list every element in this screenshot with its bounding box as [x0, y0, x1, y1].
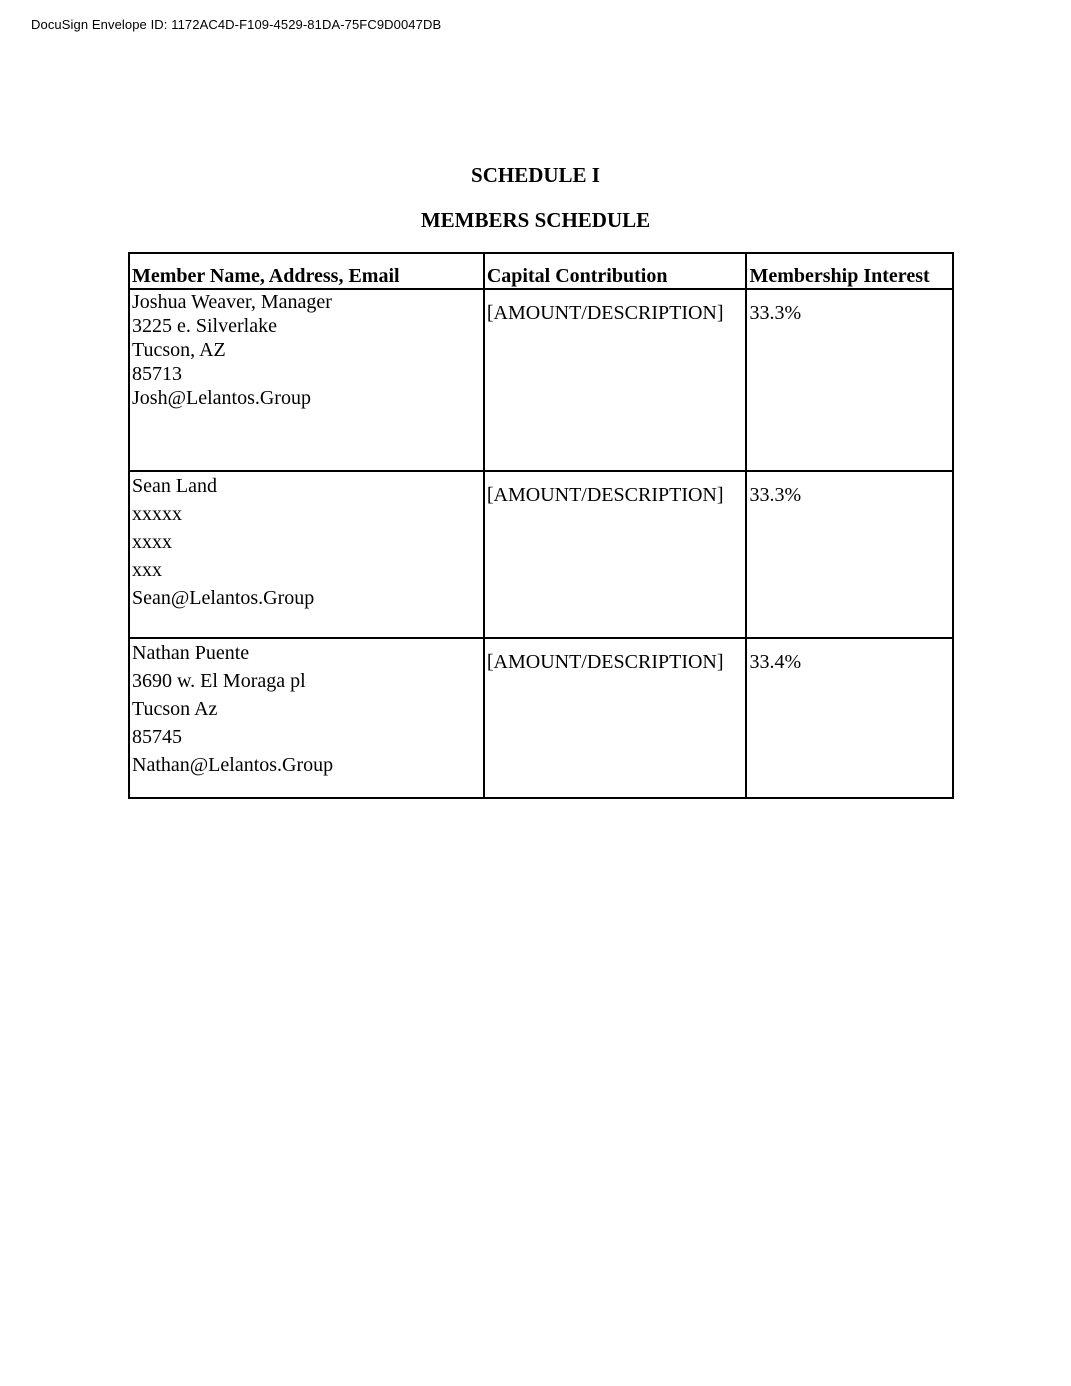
member-city: xxxx — [132, 531, 172, 553]
membership-interest-value: 33.3% — [749, 484, 802, 506]
member-info-cell — [129, 638, 484, 798]
table-row — [129, 471, 953, 638]
members-schedule-title: MEMBERS SCHEDULE — [420, 208, 651, 232]
capital-contribution-value: [AMOUNT/DESCRIPTION] — [486, 484, 724, 506]
capital-contribution-cell — [484, 638, 747, 798]
membership-interest-cell — [746, 471, 953, 638]
membership-interest-cell — [746, 289, 953, 471]
schedule-title: SCHEDULE I — [471, 163, 600, 187]
member-name: Joshua Weaver, Manager — [132, 291, 332, 313]
docusign-envelope-id: DocuSign Envelope ID: 1172AC4D-F109-4529-81DA-75FC9D0047DB — [31, 17, 442, 32]
membership-interest-value: 33.3% — [749, 302, 802, 324]
members-table — [128, 252, 954, 799]
capital-contribution-cell — [484, 471, 747, 638]
member-street: 3690 w. El Moraga pl — [132, 670, 306, 692]
member-city: Tucson Az — [132, 698, 218, 720]
member-zip: xxx — [132, 559, 162, 581]
member-email: Josh@Lelantos.Group — [132, 387, 311, 409]
member-street: 3225 e. Silverlake — [132, 315, 277, 337]
member-email: Nathan@Lelantos.Group — [132, 754, 334, 776]
member-email: Sean@Lelantos.Group — [132, 587, 315, 609]
table-header-row — [129, 253, 953, 289]
header-membership-interest: Membership Interest — [746, 253, 953, 289]
member-zip: 85713 — [132, 363, 182, 385]
header-member-info: Member Name, Address, Email — [129, 253, 484, 289]
membership-interest-value: 33.4% — [749, 651, 802, 673]
member-name: Sean Land — [132, 475, 217, 497]
member-city: Tucson, AZ — [132, 339, 226, 361]
header-capital-contribution: Capital Contribution — [484, 253, 747, 289]
table-row — [129, 289, 953, 471]
member-zip: 85745 — [132, 726, 182, 748]
capital-contribution-cell — [484, 289, 747, 471]
capital-contribution-value: [AMOUNT/DESCRIPTION] — [486, 651, 724, 673]
member-info-cell — [129, 471, 484, 638]
member-street: xxxxx — [132, 503, 182, 525]
capital-contribution-value: [AMOUNT/DESCRIPTION] — [486, 302, 724, 324]
member-name: Nathan Puente — [132, 642, 250, 664]
table-row — [129, 638, 953, 798]
member-info-cell — [129, 289, 484, 471]
membership-interest-cell — [746, 638, 953, 798]
